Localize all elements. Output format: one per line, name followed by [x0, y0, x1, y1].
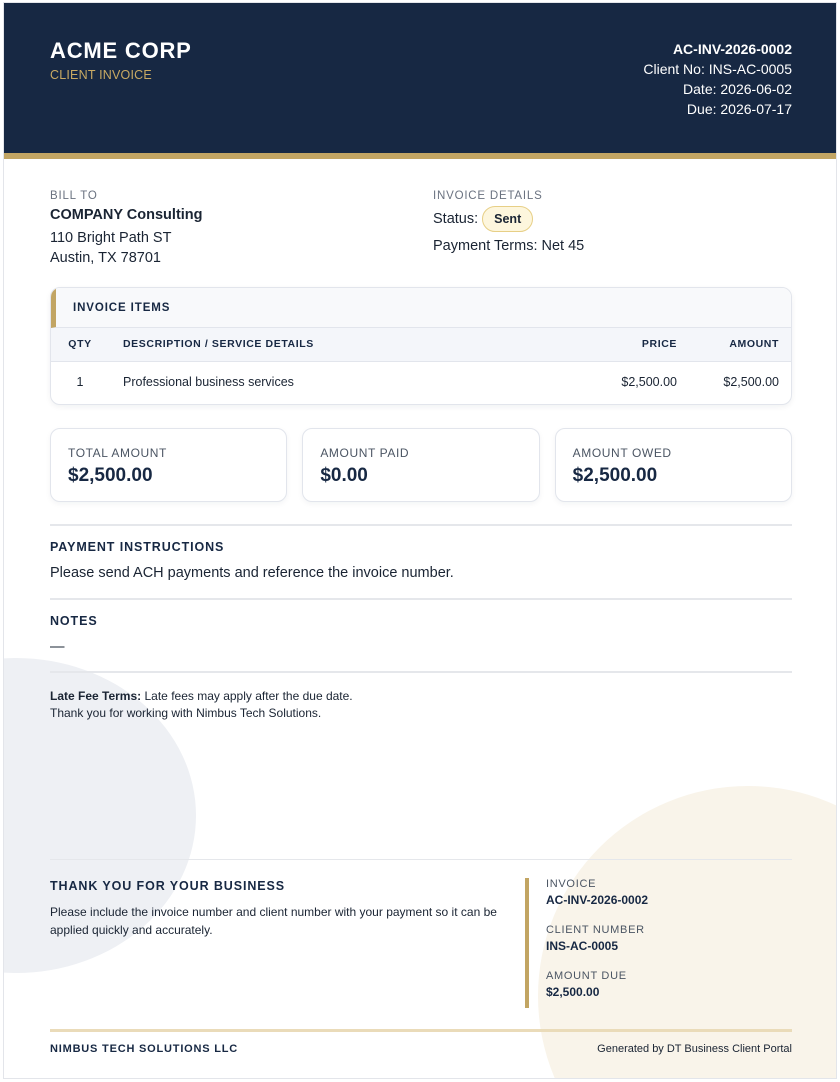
- footer-generated-by: Generated by DT Business Client Portal: [597, 1043, 792, 1055]
- column-header-amount: AMOUNT: [677, 328, 791, 361]
- amount-paid-card: [302, 428, 539, 502]
- invoice-details-label: INVOICE DETAILS: [433, 190, 543, 202]
- due-date: Due: 2026-07-17: [686, 101, 792, 117]
- amount-owed-card: [555, 428, 792, 502]
- document-type: CLIENT INVOICE: [50, 68, 152, 82]
- column-header-description: DESCRIPTION / SERVICE DETAILS: [105, 328, 557, 361]
- late-fee-label: Late Fee Terms:: [50, 689, 142, 703]
- total-amount-label: TOTAL AMOUNT: [68, 446, 167, 460]
- ref-amount-due-value: $2,500.00: [546, 985, 600, 999]
- thank-you-body: Please include the invoice number and client number with your payment so it can be applied quickly and accurately.: [50, 905, 497, 937]
- invoice-header: [4, 3, 836, 153]
- late-fee-text: Late fees may apply after the due date.: [144, 689, 353, 703]
- row-qty: 1: [76, 375, 84, 390]
- client-address: [50, 228, 203, 268]
- row-amount: $2,500.00: [723, 375, 779, 390]
- invoice-items-table: [51, 328, 791, 403]
- payment-terms: Payment Terms: Net 45: [433, 238, 585, 254]
- invoice-items-card: [50, 287, 792, 405]
- notes-title: NOTES: [50, 614, 98, 628]
- status-label: Status:: [433, 211, 479, 227]
- late-fee-terms: [50, 688, 353, 722]
- column-header-price: PRICE: [557, 328, 677, 361]
- table-header-row: [51, 328, 791, 361]
- notes-body: —: [50, 639, 65, 655]
- amount-owed-label: AMOUNT OWED: [572, 446, 672, 460]
- address-line-1: 110 Bright Path ST: [50, 230, 172, 246]
- payment-reference-box: [525, 878, 648, 1008]
- amount-owed-value: $2,500.00: [572, 465, 658, 486]
- total-amount-card: [50, 428, 287, 502]
- amount-paid-label: AMOUNT PAID: [320, 446, 410, 460]
- ref-amount-due-label: AMOUNT DUE: [546, 970, 627, 982]
- payment-instructions-title: PAYMENT INSTRUCTIONS: [50, 540, 225, 554]
- invoice-page: [3, 2, 837, 1079]
- company-name: ACME CORP: [50, 38, 192, 63]
- row-description: Professional business services: [123, 375, 294, 390]
- ref-invoice-label: INVOICE: [546, 878, 597, 890]
- invoice-number: AC-INV-2026-0002: [672, 41, 792, 57]
- thank-you-title: THANK YOU FOR YOUR BUSINESS: [50, 879, 285, 893]
- totals-row: [50, 428, 792, 502]
- status-badge: Sent: [482, 206, 533, 232]
- footer-divider: [50, 1029, 792, 1032]
- client-name: COMPANY Consulting: [50, 207, 203, 223]
- divider: [50, 598, 792, 600]
- column-header-qty: QTY: [51, 328, 105, 361]
- ref-invoice-value: AC-INV-2026-0002: [546, 893, 649, 907]
- table-row: [51, 361, 791, 403]
- status-row: [433, 206, 584, 232]
- ref-client-label: CLIENT NUMBER: [546, 924, 645, 936]
- bill-to-section: [50, 190, 203, 268]
- payment-instructions-body: Please send ACH payments and reference the invoice number.: [50, 565, 454, 581]
- header-accent-bar: [4, 153, 836, 159]
- ref-client-value: INS-AC-0005: [546, 939, 619, 953]
- invoice-items-title: INVOICE ITEMS: [51, 288, 791, 328]
- invoice-details-section: [433, 190, 584, 254]
- bill-to-label: BILL TO: [50, 190, 98, 202]
- client-number: Client No: INS-AC-0005: [643, 61, 792, 77]
- footer-company: NIMBUS TECH SOLUTIONS LLC: [50, 1043, 239, 1055]
- row-price: $2,500.00: [621, 375, 677, 390]
- invoice-date: Date: 2026-06-02: [683, 81, 792, 97]
- divider: [50, 859, 792, 860]
- late-fee-line: [50, 688, 353, 705]
- invoice-meta: [643, 39, 792, 119]
- thanks-line: Thank you for working with Nimbus Tech Solutions.: [50, 706, 322, 720]
- total-amount-value: $2,500.00: [68, 465, 153, 486]
- divider: [50, 671, 792, 673]
- divider: [50, 524, 792, 526]
- amount-paid-value: $0.00: [320, 465, 368, 486]
- address-line-2: Austin, TX 78701: [50, 250, 161, 266]
